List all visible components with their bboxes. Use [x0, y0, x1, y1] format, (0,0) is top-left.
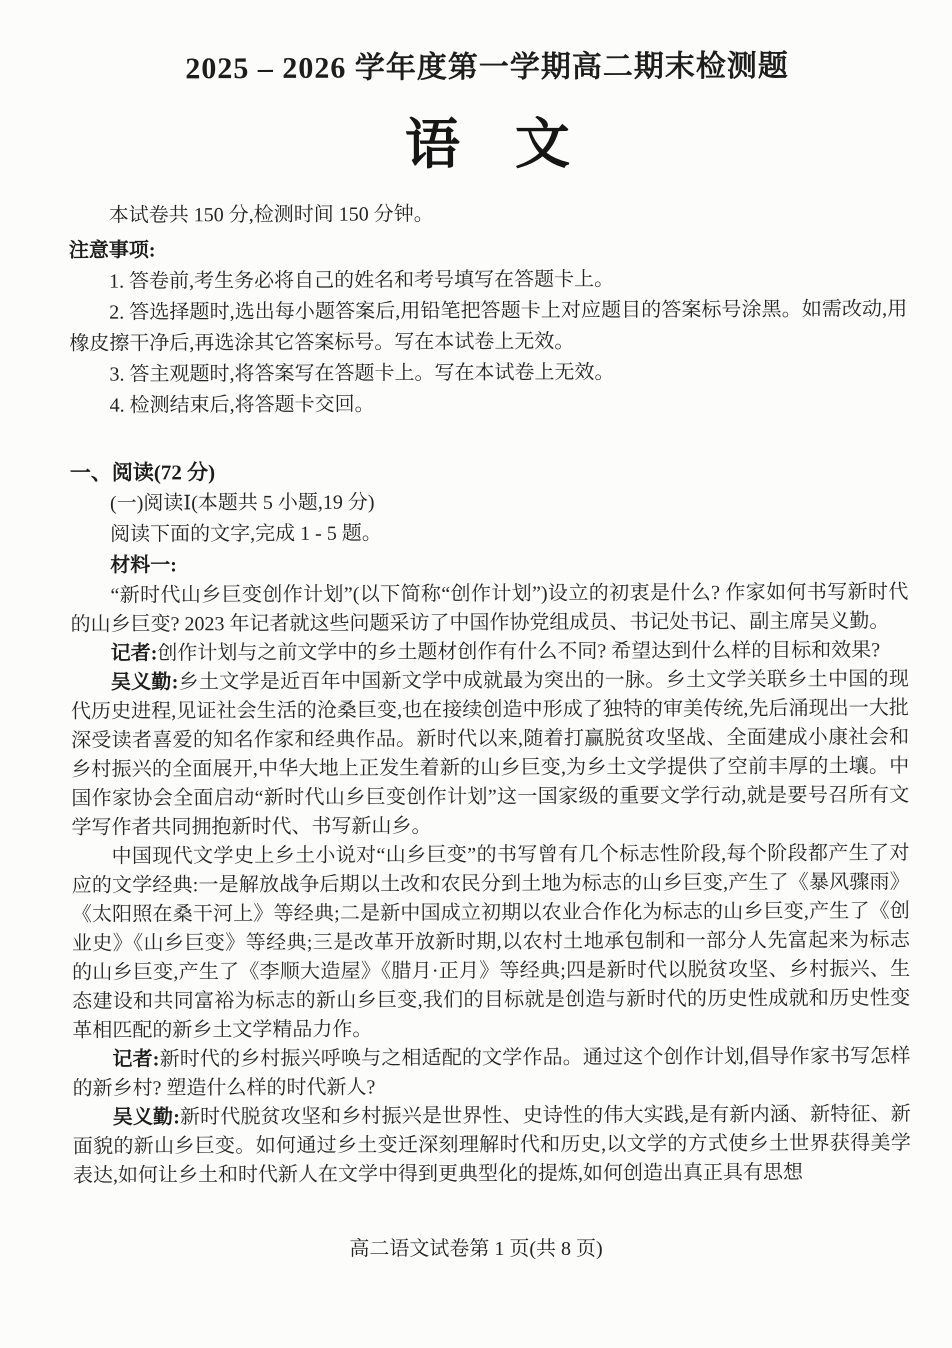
exam-term-title: 2025 – 2026 学年度第一学期高二期末检测题: [185, 49, 789, 86]
passage-paragraph: [70, 578, 908, 640]
speaker-label: 吴义勤:: [112, 1106, 180, 1129]
passage-paragraph: [73, 1100, 911, 1191]
paragraph-text: 创作计划与之前文学中的乡土题材创作有什么不同? 希望达到什么样的目标和效果?: [157, 639, 881, 665]
notice-item-3: 3. 答主观题时,将答案写在答题卡上。写在本试卷上无效。: [109, 361, 615, 386]
reading-subheading: (一)阅读Ⅰ(本题共 5 小题,19 分): [109, 491, 375, 515]
speaker-label: 吴义勤:: [110, 671, 179, 694]
paragraph-text: 中国现代文学史上乡土小说对“山乡巨变”的书写曾有几个标志性阶段,每个阶段都产生了对应的文学经典:一是解放战争后期以土改和农民分到土地为标志的山乡巨变,产生了《暴风骤雨》《太阳照在桑干河上》等经典;二是新中国成立初期以农业合作化为标志的山乡巨变,产生了《创业史》《山乡巨变》等经典;三是改革开放新时期,以农村土地承包制和一部分人先富起来为标志的山乡巨变,产生了《李顺大造屋》《腊月·正月》等经典;四是新时代以脱贫攻坚、乡村振兴、生态建设和共同富裕为标志的新山乡巨变,我们的目标就是创造与新时代的历史性成就和历史性变革相匹配的新乡土文学精品力作。: [71, 842, 911, 1042]
notice-item-1: 1. 答卷前,考生务必将自己的姓名和考号填写在答题卡上。: [108, 268, 615, 293]
reading-section: [70, 454, 911, 1191]
passage-paragraph: [71, 665, 910, 843]
passage-paragraph: [71, 839, 910, 1046]
passage-paragraph: [72, 1042, 910, 1104]
notice-section: [69, 231, 908, 422]
passage: [70, 578, 911, 1191]
page-content: [68, 40, 911, 1191]
paragraph-text: 新时代脱贫攻坚和乡村振兴是世界性、史诗性的伟大实践,是有新内涵、新特征、新面貌的新山乡巨变。如何通过乡土变迁深刻理解时代和历史,以文学的方式使乡土世界获得美学表达,如何让乡土和时代新人在文学中得到更典型化的提炼,如何创造出真正具有思想: [72, 1103, 911, 1187]
notice-item-4: 4. 检测结束后,将答题卡交回。: [109, 393, 375, 417]
speaker-label: 记者:: [112, 1048, 160, 1071]
notice-item-2: 2. 答选择题时,选出每小题答案后,用铅笔把答题卡上对应题目的答案标号涂黑。如需改动,用橡皮擦干净后,再选涂其它答案标号。写在本试卷上无效。: [69, 298, 908, 355]
page-footer: 高二语文试卷第 1 页(共 8 页): [349, 1238, 603, 1260]
paragraph-text: 新时代的乡村振兴呼唤与之相适配的文学作品。通过这个创作计划,倡导作家书写怎样的新乡村? 塑造什么样的时代新人?: [72, 1045, 911, 1100]
passage-paragraph: [71, 636, 909, 669]
material-label: 材料一:: [110, 554, 178, 577]
page-header: [68, 40, 907, 231]
reading-instruction: 阅读下面的文字,完成 1 - 5 题。: [110, 522, 382, 546]
section-heading: 一、阅读(72 分): [69, 460, 216, 485]
paragraph-text: 乡土文学是近百年中国新文学中成就最为突出的一脉。乡土文学关联乡土中国的现代历史进程,见证社会生活的沧桑巨变,也在接续创造中形成了独特的审美传统,先后涌现出一大批深受读者喜爱的知名作家和经典作品。新时代以来,随着打赢脱贫攻坚战、全面建成小康社会和乡村振兴的全面展开,中华大地上正发生着新的山乡巨变,为乡土文学提供了空前丰厚的土壤。中国作家协会全面启动“新时代山乡巨变创作计划”这一国家级的重要文学行动,就是要号召所有文学写作者共同拥抱新时代、书写新山乡。: [70, 668, 910, 839]
speaker-label: 记者:: [110, 642, 158, 665]
exam-info-line: 本试卷共 150 分,检测时间 150 分钟。: [108, 203, 434, 227]
exam-subject-title: 语 文: [404, 113, 571, 176]
paragraph-text: “新时代山乡巨变创作计划”(以下简称“创作计划”)设立的初衷是什么? 作家如何书写新时代的山乡巨变? 2023 年记者就这些问题采访了中国作协党组成员、书记处书记、副主席吴义勤。: [70, 581, 909, 636]
notice-heading: 注意事项:: [68, 239, 156, 262]
